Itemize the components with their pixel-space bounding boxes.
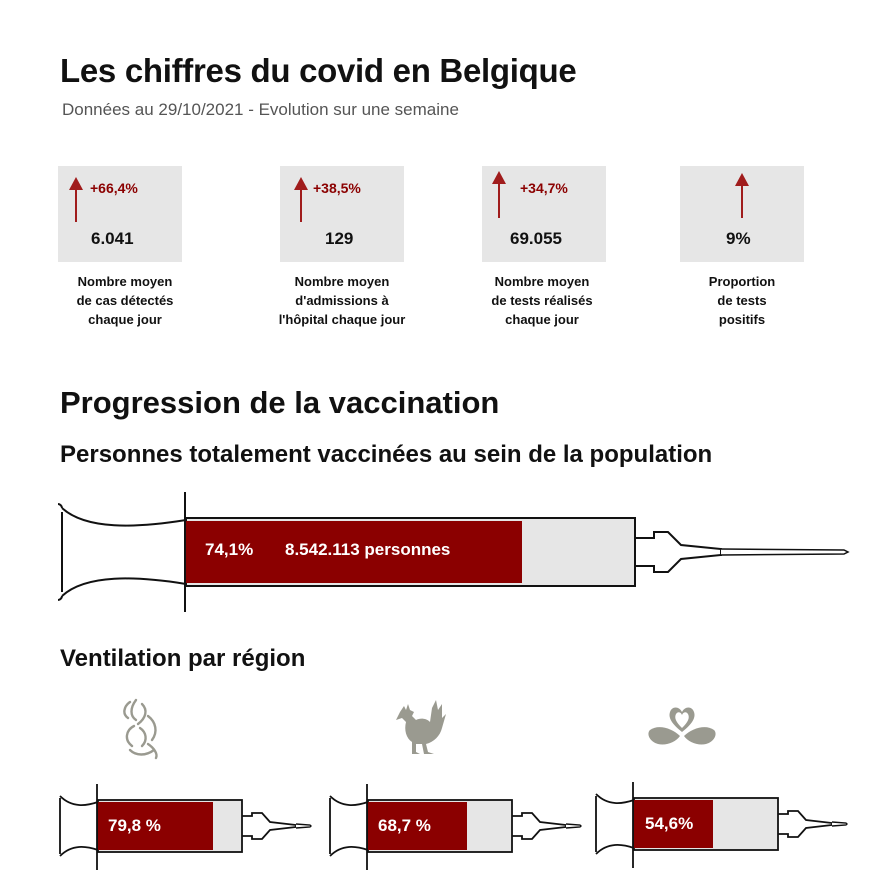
region-percent-brussels: 54,6% [645,814,694,833]
arrow-up-icon [293,176,309,224]
syringe-region-brussels [592,780,852,870]
stat-card-positivity [680,166,804,262]
stat-card-hospital [280,166,404,262]
stat-label-line: chaque jour [505,312,579,327]
stat-value: 9% [726,229,751,248]
stat-card-cases [58,166,182,262]
vaccination-title: Progression de la vaccination [60,385,500,420]
stat-label-line: Proportion [708,274,776,289]
brussels-iris-icon [646,702,718,746]
arrow-up-icon [491,170,507,220]
stat-label-line: l'hôpital chaque jour [278,312,406,327]
syringe-region-flanders [56,782,316,872]
stat-label-line: de cas détectés [76,293,174,308]
stat-label-line: positifs [718,312,766,327]
arrow-up-icon [68,176,84,224]
stat-change: +38,5% [313,180,361,196]
stat-label-hospital [257,272,427,329]
stat-label-line: Nombre moyen [494,274,590,289]
stat-label-line: Nombre moyen [77,274,173,289]
stat-label-line: Nombre moyen [294,274,390,289]
stat-change: +66,4% [90,180,138,196]
page-subtitle: Données au 29/10/2021 - Evolution sur une semaine [62,100,459,119]
stat-value: 129 [325,229,354,248]
page-title: Les chiffres du covid en Belgique [60,52,577,89]
stat-label-tests [457,272,627,329]
stat-value: 6.041 [91,229,134,248]
stat-label-positivity [657,272,827,329]
stat-label-line: d'admissions à [295,293,389,308]
syringe-national [56,490,856,615]
stat-value: 69.055 [510,229,562,248]
stat-label-line: chaque jour [88,312,162,327]
arrow-up-icon [734,172,750,220]
region-percent-flanders: 79,8 % [108,816,161,835]
region-percent-wallonia: 68,7 % [378,816,431,835]
wallonia-rooster-icon [390,696,448,756]
national-persons: 8.542.113 personnes [285,540,451,559]
regions-title: Ventilation par région [60,645,306,672]
stat-label-line: de tests [717,293,767,308]
stat-card-tests [482,166,606,262]
stat-change: +34,7% [520,180,568,196]
stat-label-line: de tests réalisés [491,293,593,308]
national-percent: 74,1% [205,540,254,559]
vaccination-subtitle: Personnes totalement vaccinées au sein de la population [60,441,713,468]
stat-label-cases [40,272,210,329]
flanders-lion-icon [118,696,164,760]
syringe-region-wallonia [326,782,586,872]
